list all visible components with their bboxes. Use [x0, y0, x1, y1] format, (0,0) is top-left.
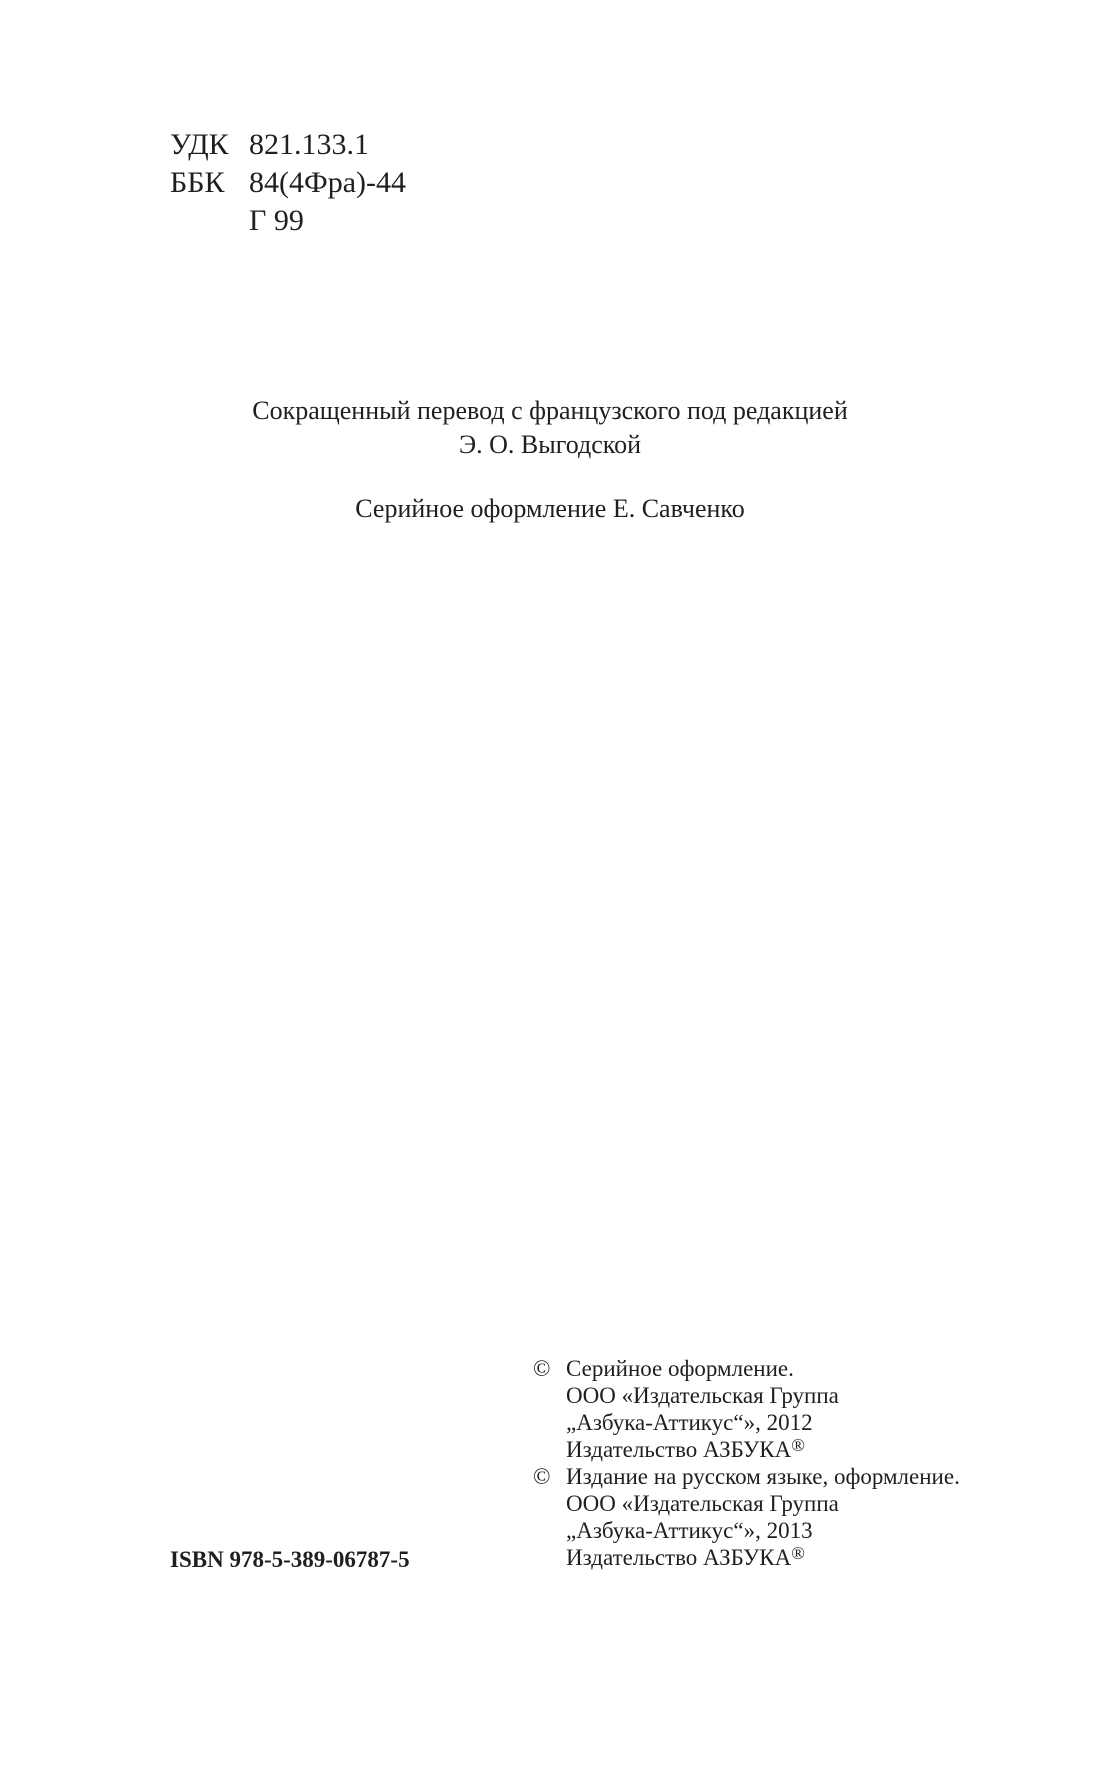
udk-value: 821.133.1	[249, 128, 369, 161]
copyright-line	[533, 1544, 960, 1571]
bbk-value: 84(4Фра)-44	[249, 166, 406, 199]
classification-block	[170, 126, 406, 240]
copyright-text: „Азбука-Аттикус“», 2013	[566, 1518, 813, 1543]
isbn: ISBN 978-5-389-06787-5	[170, 1547, 410, 1572]
copyright-block-series-design	[533, 1355, 960, 1463]
copyright-block-russian-edition	[533, 1463, 960, 1571]
udk-label: УДК	[170, 128, 229, 161]
translation-credit-line-1: Сокращенный перевод с французского под редакцией	[252, 396, 848, 425]
author-sign: Г 99	[249, 204, 304, 237]
bbk-row	[170, 164, 406, 202]
copyright-line	[533, 1355, 960, 1382]
copyright-text: Издательство АЗБУКА	[566, 1437, 792, 1462]
translation-credit	[0, 394, 1100, 462]
copyright-line	[533, 1436, 960, 1463]
copyright-line	[533, 1382, 960, 1409]
copyright-line	[533, 1409, 960, 1436]
copyright-text: Издание на русском языке, оформление.	[566, 1464, 960, 1489]
udk-row	[170, 126, 406, 164]
design-credit-line: Серийное оформление Е. Савченко	[355, 494, 745, 523]
translation-credit-line-2: Э. О. Выгодской	[458, 430, 641, 459]
registered-trademark-icon: ®	[791, 1435, 805, 1455]
copyright-line	[533, 1463, 960, 1490]
bbk-label: ББК	[170, 166, 225, 199]
copyright-text: ООО «Издательская Группа	[566, 1383, 839, 1408]
copyright-notice	[533, 1355, 960, 1571]
design-credit	[0, 492, 1100, 526]
copyright-text: „Азбука-Аттикус“», 2012	[566, 1410, 813, 1435]
copyright-text: ООО «Издательская Группа	[566, 1491, 839, 1516]
copyright-line	[533, 1490, 960, 1517]
registered-trademark-icon: ®	[791, 1543, 805, 1563]
copyright-icon: ©	[533, 1356, 551, 1381]
copyright-line	[533, 1517, 960, 1544]
copyright-icon: ©	[533, 1464, 551, 1489]
copyright-text: Издательство АЗБУКА	[566, 1545, 792, 1570]
copyright-text: Серийное оформление.	[566, 1356, 794, 1381]
